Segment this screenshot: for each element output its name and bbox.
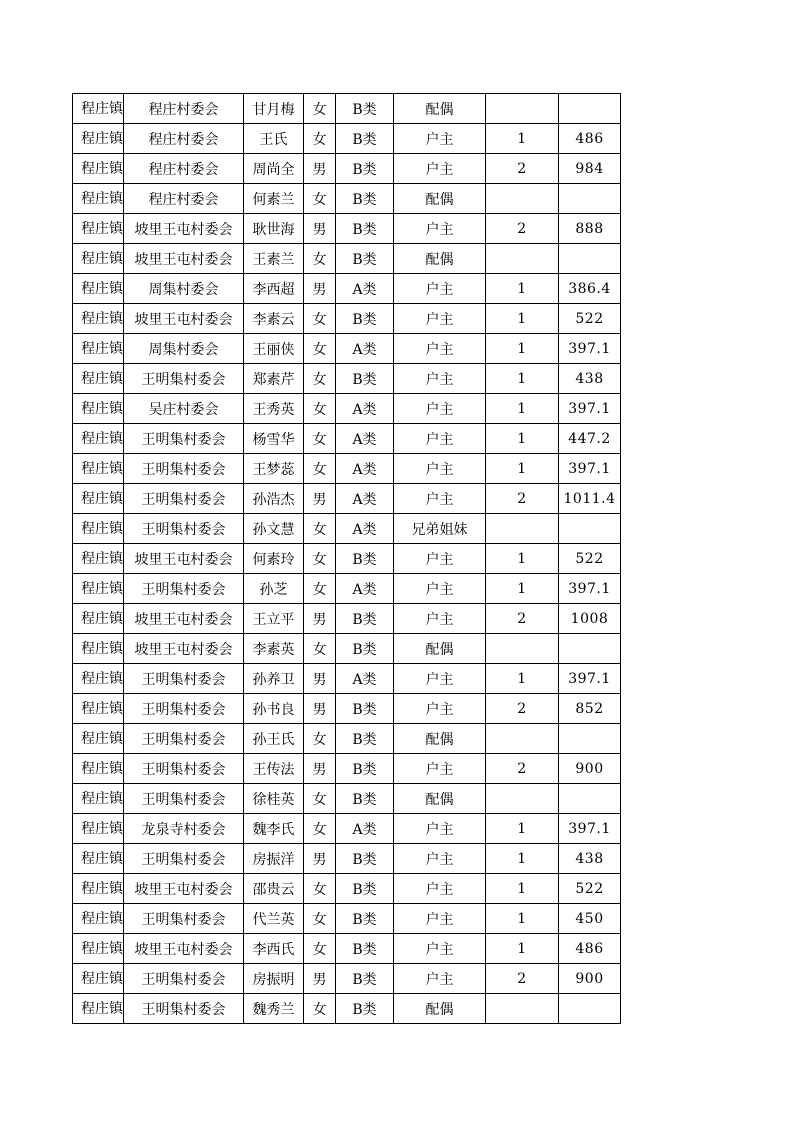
town-cell: 程庄镇 [73,814,124,844]
table-row [73,544,621,574]
table-row [73,124,621,154]
relation-cell: 配偶 [394,244,486,274]
table-row [73,274,621,304]
household-count-cell: 1 [486,304,559,334]
table-row [73,484,621,514]
relation-cell: 户主 [394,484,486,514]
table-row [73,964,621,994]
category-cell: B类 [336,124,394,154]
sex-cell: 女 [304,994,336,1024]
person-name-cell: 李素英 [244,634,304,664]
category-cell: B类 [336,934,394,964]
town-cell: 程庄镇 [73,574,124,604]
village-cell: 周集村委会 [124,334,244,364]
household-count-cell: 1 [486,664,559,694]
household-count-cell [486,724,559,754]
person-name-cell: 甘月梅 [244,94,304,124]
village-cell: 程庄村委会 [124,154,244,184]
amount-cell: 397.1 [559,394,621,424]
relation-cell: 户主 [394,424,486,454]
category-cell: B类 [336,94,394,124]
category-cell: B类 [336,874,394,904]
relation-cell: 户主 [394,664,486,694]
amount-cell: 888 [559,214,621,244]
sex-cell: 女 [304,574,336,604]
sex-cell: 女 [304,304,336,334]
village-cell: 程庄村委会 [124,94,244,124]
household-count-cell [486,634,559,664]
table-row [73,844,621,874]
household-count-cell: 1 [486,394,559,424]
household-count-cell: 1 [486,844,559,874]
amount-cell [559,784,621,814]
village-cell: 王明集村委会 [124,754,244,784]
amount-cell: 1011.4 [559,484,621,514]
village-cell: 坡里王屯村委会 [124,544,244,574]
table-row [73,994,621,1024]
person-name-cell: 孙王氏 [244,724,304,754]
relation-cell: 配偶 [394,634,486,664]
village-cell: 王明集村委会 [124,964,244,994]
sex-cell: 女 [304,364,336,394]
person-name-cell: 孙浩杰 [244,484,304,514]
village-cell: 王明集村委会 [124,454,244,484]
household-count-cell: 1 [486,904,559,934]
category-cell: A类 [336,514,394,544]
amount-cell [559,994,621,1024]
relation-cell: 户主 [394,934,486,964]
amount-cell: 486 [559,124,621,154]
town-cell: 程庄镇 [73,484,124,514]
village-cell: 坡里王屯村委会 [124,214,244,244]
town-cell: 程庄镇 [73,364,124,394]
sex-cell: 男 [304,604,336,634]
sex-cell: 男 [304,754,336,784]
sex-cell: 女 [304,124,336,154]
household-count-cell: 1 [486,544,559,574]
town-cell: 程庄镇 [73,124,124,154]
sex-cell: 女 [304,244,336,274]
town-cell: 程庄镇 [73,904,124,934]
category-cell: B类 [336,994,394,1024]
relation-cell: 户主 [394,394,486,424]
category-cell: B类 [336,244,394,274]
relation-cell: 户主 [394,754,486,784]
household-count-cell: 1 [486,334,559,364]
sex-cell: 女 [304,454,336,484]
relation-cell: 户主 [394,334,486,364]
relation-cell: 户主 [394,964,486,994]
sex-cell: 男 [304,844,336,874]
relation-cell: 户主 [394,904,486,934]
household-count-cell: 1 [486,424,559,454]
category-cell: A类 [336,574,394,604]
sex-cell: 男 [304,274,336,304]
category-cell: B类 [336,754,394,784]
amount-cell: 486 [559,934,621,964]
category-cell: B类 [336,364,394,394]
household-count-cell: 1 [486,574,559,604]
household-count-cell: 2 [486,154,559,184]
amount-cell: 852 [559,694,621,724]
sex-cell: 女 [304,424,336,454]
village-cell: 坡里王屯村委会 [124,604,244,634]
amount-cell: 438 [559,364,621,394]
person-name-cell: 房振明 [244,964,304,994]
relation-cell: 户主 [394,274,486,304]
person-name-cell: 李西氏 [244,934,304,964]
household-count-cell [486,244,559,274]
town-cell: 程庄镇 [73,754,124,784]
village-cell: 王明集村委会 [124,784,244,814]
sex-cell: 女 [304,514,336,544]
category-cell: A类 [336,424,394,454]
table-row [73,394,621,424]
person-name-cell: 李素云 [244,304,304,334]
relation-cell: 兄弟姐妹 [394,514,486,544]
table-row [73,514,621,544]
village-cell: 龙泉寺村委会 [124,814,244,844]
beneficiary-table [72,93,621,1024]
category-cell: B类 [336,214,394,244]
village-cell: 王明集村委会 [124,664,244,694]
person-name-cell: 王素兰 [244,244,304,274]
household-count-cell [486,514,559,544]
amount-cell: 397.1 [559,454,621,484]
household-count-cell: 1 [486,364,559,394]
town-cell: 程庄镇 [73,544,124,574]
sex-cell: 女 [304,934,336,964]
town-cell: 程庄镇 [73,94,124,124]
person-name-cell: 王秀英 [244,394,304,424]
town-cell: 程庄镇 [73,844,124,874]
town-cell: 程庄镇 [73,724,124,754]
table-row [73,94,621,124]
village-cell: 王明集村委会 [124,514,244,544]
relation-cell: 户主 [394,364,486,394]
household-count-cell: 2 [486,604,559,634]
relation-cell: 户主 [394,454,486,484]
household-count-cell [486,994,559,1024]
relation-cell: 配偶 [394,184,486,214]
village-cell: 王明集村委会 [124,844,244,874]
table-row [73,214,621,244]
household-count-cell: 1 [486,934,559,964]
amount-cell: 397.1 [559,334,621,364]
category-cell: B类 [336,154,394,184]
village-cell: 王明集村委会 [124,994,244,1024]
table-row [73,184,621,214]
category-cell: B类 [336,604,394,634]
amount-cell: 900 [559,754,621,784]
household-count-cell: 1 [486,814,559,844]
person-name-cell: 李西超 [244,274,304,304]
amount-cell [559,184,621,214]
town-cell: 程庄镇 [73,514,124,544]
sex-cell: 女 [304,874,336,904]
table-row [73,454,621,484]
village-cell: 周集村委会 [124,274,244,304]
sex-cell: 男 [304,694,336,724]
table-row [73,904,621,934]
relation-cell: 户主 [394,544,486,574]
table-row [73,874,621,904]
amount-cell: 1008 [559,604,621,634]
category-cell: A类 [336,394,394,424]
town-cell: 程庄镇 [73,214,124,244]
household-count-cell [486,94,559,124]
amount-cell: 397.1 [559,814,621,844]
amount-cell: 522 [559,544,621,574]
table-row [73,724,621,754]
sex-cell: 女 [304,814,336,844]
person-name-cell: 孙芝 [244,574,304,604]
sex-cell: 男 [304,964,336,994]
village-cell: 王明集村委会 [124,724,244,754]
category-cell: B类 [336,844,394,874]
amount-cell: 900 [559,964,621,994]
town-cell: 程庄镇 [73,784,124,814]
village-cell: 程庄村委会 [124,184,244,214]
person-name-cell: 耿世海 [244,214,304,244]
household-count-cell: 2 [486,214,559,244]
person-name-cell: 徐桂英 [244,784,304,814]
relation-cell: 户主 [394,874,486,904]
person-name-cell: 孙书良 [244,694,304,724]
table-row [73,784,621,814]
sex-cell: 女 [304,784,336,814]
town-cell: 程庄镇 [73,304,124,334]
town-cell: 程庄镇 [73,154,124,184]
table-row [73,634,621,664]
relation-cell: 配偶 [394,784,486,814]
category-cell: B类 [336,964,394,994]
household-count-cell: 2 [486,964,559,994]
relation-cell: 户主 [394,124,486,154]
relation-cell: 户主 [394,814,486,844]
relation-cell: 配偶 [394,994,486,1024]
table-row [73,664,621,694]
amount-cell: 438 [559,844,621,874]
relation-cell: 配偶 [394,724,486,754]
sex-cell: 女 [304,544,336,574]
category-cell: A类 [336,454,394,484]
table-row [73,574,621,604]
table-row [73,244,621,274]
village-cell: 坡里王屯村委会 [124,874,244,904]
relation-cell: 户主 [394,844,486,874]
table-row [73,334,621,364]
town-cell: 程庄镇 [73,874,124,904]
amount-cell [559,244,621,274]
relation-cell: 配偶 [394,94,486,124]
category-cell: B类 [336,784,394,814]
category-cell: B类 [336,904,394,934]
table-body [73,94,621,1024]
category-cell: B类 [336,724,394,754]
category-cell: B类 [336,694,394,724]
table-row [73,154,621,184]
town-cell: 程庄镇 [73,604,124,634]
village-cell: 王明集村委会 [124,364,244,394]
table-row [73,364,621,394]
person-name-cell: 王梦蕊 [244,454,304,484]
village-cell: 程庄村委会 [124,124,244,154]
sex-cell: 女 [304,94,336,124]
table-row [73,754,621,784]
amount-cell: 450 [559,904,621,934]
table-row [73,604,621,634]
person-name-cell: 孙文慧 [244,514,304,544]
person-name-cell: 魏李氏 [244,814,304,844]
sex-cell: 男 [304,484,336,514]
household-count-cell: 2 [486,694,559,724]
amount-cell: 447.2 [559,424,621,454]
category-cell: A类 [336,814,394,844]
amount-cell [559,724,621,754]
person-name-cell: 郑素芹 [244,364,304,394]
person-name-cell: 孙养卫 [244,664,304,694]
sex-cell: 女 [304,334,336,364]
village-cell: 坡里王屯村委会 [124,934,244,964]
household-count-cell: 1 [486,874,559,904]
category-cell: B类 [336,634,394,664]
town-cell: 程庄镇 [73,184,124,214]
person-name-cell: 王丽侠 [244,334,304,364]
town-cell: 程庄镇 [73,454,124,484]
amount-cell: 397.1 [559,574,621,604]
category-cell: B类 [336,184,394,214]
sex-cell: 女 [304,394,336,424]
town-cell: 程庄镇 [73,394,124,424]
village-cell: 吴庄村委会 [124,394,244,424]
table-row [73,814,621,844]
table-row [73,424,621,454]
person-name-cell: 王氏 [244,124,304,154]
person-name-cell: 王立平 [244,604,304,634]
person-name-cell: 邵贵云 [244,874,304,904]
town-cell: 程庄镇 [73,424,124,454]
person-name-cell: 何素玲 [244,544,304,574]
town-cell: 程庄镇 [73,244,124,274]
person-name-cell: 王传法 [244,754,304,784]
amount-cell: 386.4 [559,274,621,304]
village-cell: 王明集村委会 [124,574,244,604]
household-count-cell: 2 [486,754,559,784]
household-count-cell: 2 [486,484,559,514]
village-cell: 王明集村委会 [124,424,244,454]
amount-cell [559,514,621,544]
person-name-cell: 房振洋 [244,844,304,874]
person-name-cell: 代兰英 [244,904,304,934]
person-name-cell: 魏秀兰 [244,994,304,1024]
relation-cell: 户主 [394,604,486,634]
town-cell: 程庄镇 [73,334,124,364]
town-cell: 程庄镇 [73,964,124,994]
village-cell: 坡里王屯村委会 [124,304,244,334]
sex-cell: 男 [304,664,336,694]
village-cell: 王明集村委会 [124,484,244,514]
relation-cell: 户主 [394,154,486,184]
amount-cell: 397.1 [559,664,621,694]
household-count-cell [486,184,559,214]
person-name-cell: 何素兰 [244,184,304,214]
person-name-cell: 周尚全 [244,154,304,184]
town-cell: 程庄镇 [73,694,124,724]
town-cell: 程庄镇 [73,274,124,304]
sex-cell: 女 [304,724,336,754]
table-row [73,694,621,724]
category-cell: A类 [336,664,394,694]
household-count-cell: 1 [486,274,559,304]
town-cell: 程庄镇 [73,994,124,1024]
sex-cell: 女 [304,184,336,214]
category-cell: B类 [336,304,394,334]
sex-cell: 女 [304,634,336,664]
sex-cell: 男 [304,154,336,184]
table-row [73,934,621,964]
category-cell: A类 [336,484,394,514]
table-row [73,304,621,334]
household-count-cell: 1 [486,454,559,484]
town-cell: 程庄镇 [73,634,124,664]
amount-cell: 522 [559,304,621,334]
amount-cell [559,634,621,664]
household-count-cell [486,784,559,814]
village-cell: 坡里王屯村委会 [124,244,244,274]
amount-cell: 522 [559,874,621,904]
household-count-cell: 1 [486,124,559,154]
amount-cell [559,94,621,124]
town-cell: 程庄镇 [73,664,124,694]
amount-cell: 984 [559,154,621,184]
sex-cell: 男 [304,214,336,244]
relation-cell: 户主 [394,694,486,724]
category-cell: B类 [336,544,394,574]
person-name-cell: 杨雪华 [244,424,304,454]
village-cell: 王明集村委会 [124,904,244,934]
town-cell: 程庄镇 [73,934,124,964]
village-cell: 王明集村委会 [124,694,244,724]
relation-cell: 户主 [394,214,486,244]
category-cell: A类 [336,334,394,364]
sex-cell: 女 [304,904,336,934]
category-cell: A类 [336,274,394,304]
relation-cell: 户主 [394,574,486,604]
village-cell: 坡里王屯村委会 [124,634,244,664]
relation-cell: 户主 [394,304,486,334]
